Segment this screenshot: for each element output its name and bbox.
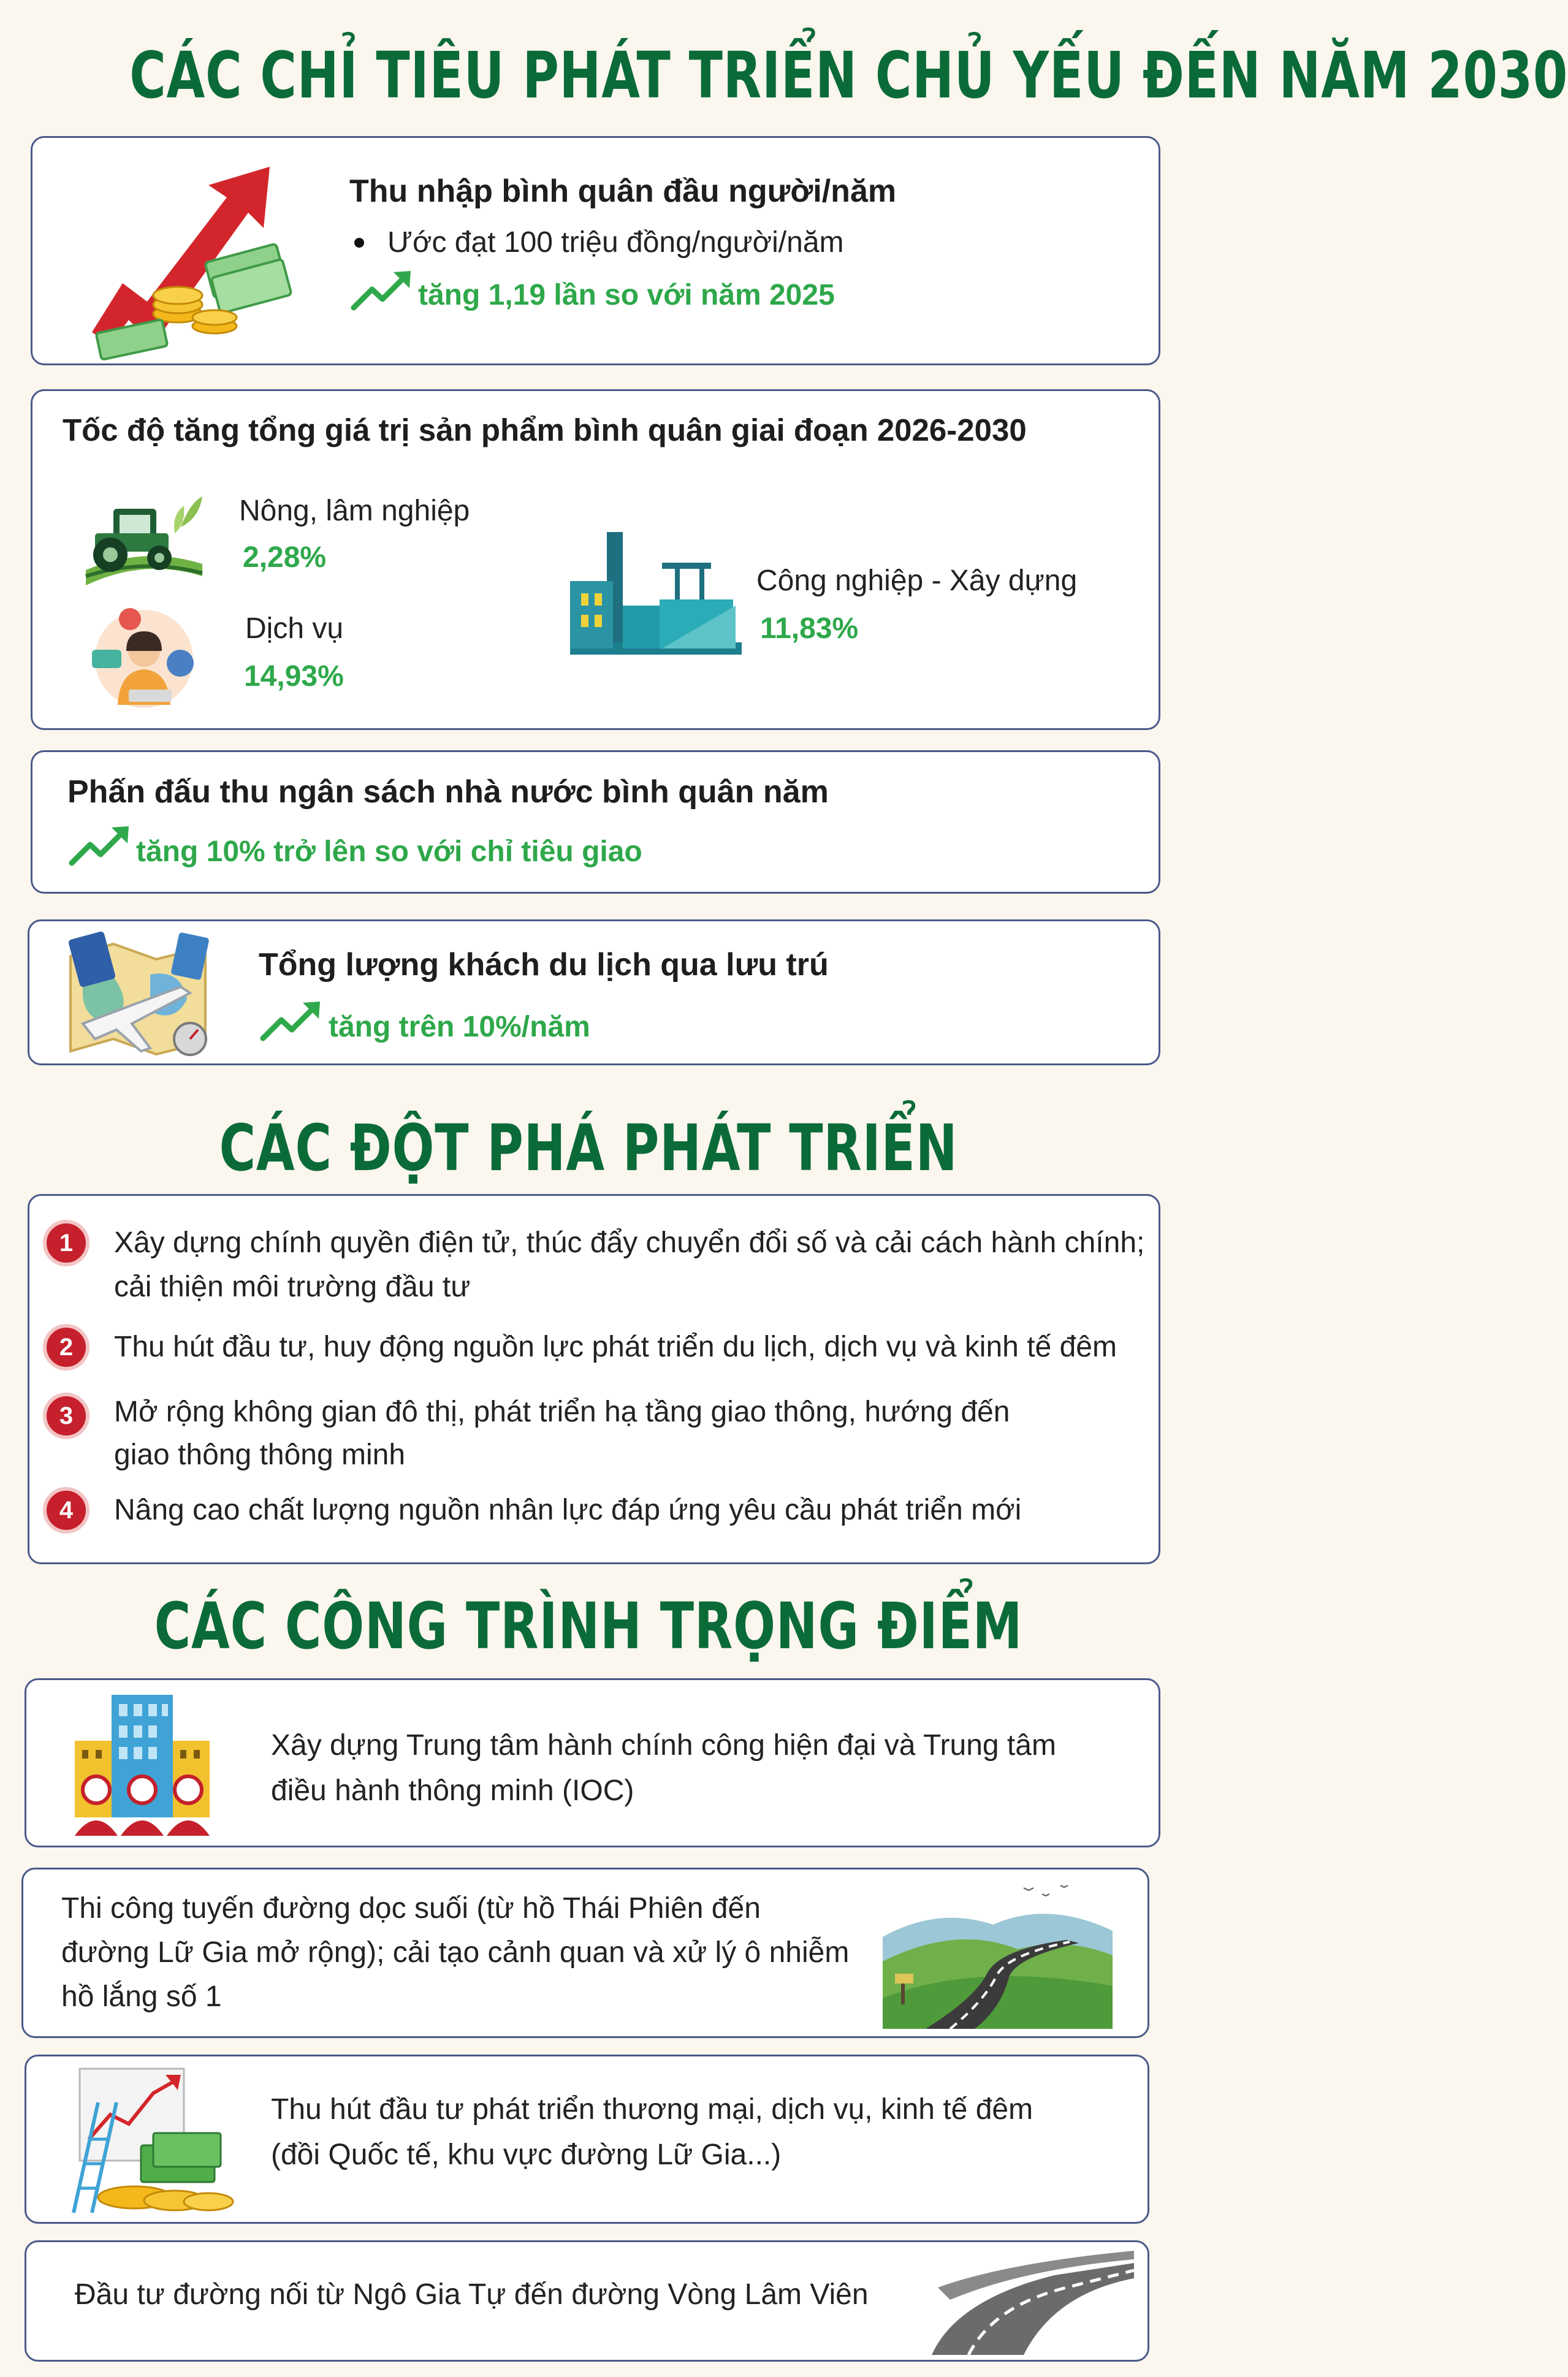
sector-value-industry: 11,83% xyxy=(760,612,859,645)
factory-icon xyxy=(570,532,742,655)
breakthrough-2-line1: Thu hút đầu tư, huy động nguồn lực phát triển du lịch, dịch vụ và kinh tế đêm xyxy=(114,1331,1117,1363)
sector-value-agriculture: 2,28% xyxy=(243,541,327,574)
projects-title: CÁC CÔNG TRÌNH TRỌNG ĐIỂM xyxy=(154,1589,1023,1664)
breakthroughs-title: CÁC ĐỘT PHÁ PHÁT TRIỂN xyxy=(219,1111,958,1185)
project-2-line1: Thi công tuyến đường dọc suối (từ hồ Thái Phiên đến xyxy=(61,1892,761,1925)
project-1-line2: điều hành thông minh (IOC) xyxy=(271,1774,634,1807)
growth-rate-heading: Tốc độ tăng tổng giá trị sản phẩm bình quân giai đoạn 2026-2030 xyxy=(63,413,1027,447)
trend-up-arrow-icon xyxy=(260,1000,321,1043)
income-growth: tăng 1,19 lần so với năm 2025 xyxy=(418,279,835,311)
tourism-growth: tăng trên 10%/năm xyxy=(329,1011,590,1043)
project-1-line1: Xây dựng Trung tâm hành chính công hiện đại và Trung tâm xyxy=(271,1729,1056,1762)
breakthrough-3-line2: giao thông thông minh xyxy=(114,1439,406,1471)
income-bullet: Ước đạt 100 triệu đồng/người/năm xyxy=(387,226,844,259)
breakthrough-4-line1: Nâng cao chất lượng nguồn nhân lực đáp ứng yêu cầu phát triển mới xyxy=(114,1494,1022,1526)
money-growth-icon xyxy=(86,161,294,357)
breakthrough-number-3: 3 xyxy=(43,1393,89,1439)
budget-growth: tăng 10% trở lên so với chỉ tiêu giao xyxy=(136,835,642,868)
income-heading: Thu nhập bình quân đầu người/năm xyxy=(349,173,897,209)
breakthrough-3-line1: Mở rộng không gian đô thị, phát triển hạ tầng giao thông, hướng đến xyxy=(114,1396,1010,1428)
sector-value-service: 14,93% xyxy=(244,660,344,693)
commerce-money-icon xyxy=(61,2066,239,2213)
project-2-line3: hồ lắng số 1 xyxy=(61,1980,222,2013)
main-title: CÁC CHỈ TIÊU PHÁT TRIỂN CHỦ YẾU ĐẾN NĂM 2030 xyxy=(129,38,1568,113)
project-2-line2: đường Lữ Gia mở rộng); cải tạo cảnh quan và xử lý ô nhiễm xyxy=(61,1936,850,1969)
mountain-road-icon xyxy=(883,1882,1113,2029)
budget-heading: Phấn đấu thu ngân sách nhà nước bình quân năm xyxy=(67,774,829,810)
project-3-line1: Thu hút đầu tư phát triển thương mại, dịch vụ, kinh tế đêm xyxy=(271,2093,1033,2126)
project-3-line2: (đồi Quốc tế, khu vực đường Lữ Gia...) xyxy=(271,2139,782,2171)
call-center-icon xyxy=(86,607,202,711)
breakthrough-number-4: 4 xyxy=(43,1487,89,1534)
budget-card xyxy=(31,750,1160,894)
sector-label-industry: Công nghiệp - Xây dựng xyxy=(756,565,1078,597)
city-buildings-icon xyxy=(69,1692,216,1836)
tourism-heading: Tổng lượng khách du lịch qua lưu trú xyxy=(259,947,829,983)
highway-icon xyxy=(932,2251,1134,2355)
sector-label-service: Dịch vụ xyxy=(245,612,344,645)
travel-map-icon xyxy=(58,932,218,1060)
breakthrough-1-line2: cải thiện môi trường đầu tư xyxy=(114,1271,471,1303)
breakthrough-number-2: 2 xyxy=(43,1324,89,1371)
breakthrough-1-line1: Xây dựng chính quyền điện tử, thúc đẩy chuyển đổi số và cải cách hành chính; xyxy=(114,1227,1145,1259)
sector-label-agriculture: Nông, lâm nghiệp xyxy=(239,495,470,527)
bullet-dot xyxy=(354,238,364,248)
trend-up-arrow-icon xyxy=(69,825,130,868)
project-4-line1: Đầu tư đường nối từ Ngô Gia Tự đến đường Vòng Lâm Viên xyxy=(75,2278,869,2311)
breakthrough-number-1: 1 xyxy=(43,1220,89,1266)
tractor-icon xyxy=(83,484,205,588)
trend-up-arrow-icon xyxy=(351,270,412,313)
